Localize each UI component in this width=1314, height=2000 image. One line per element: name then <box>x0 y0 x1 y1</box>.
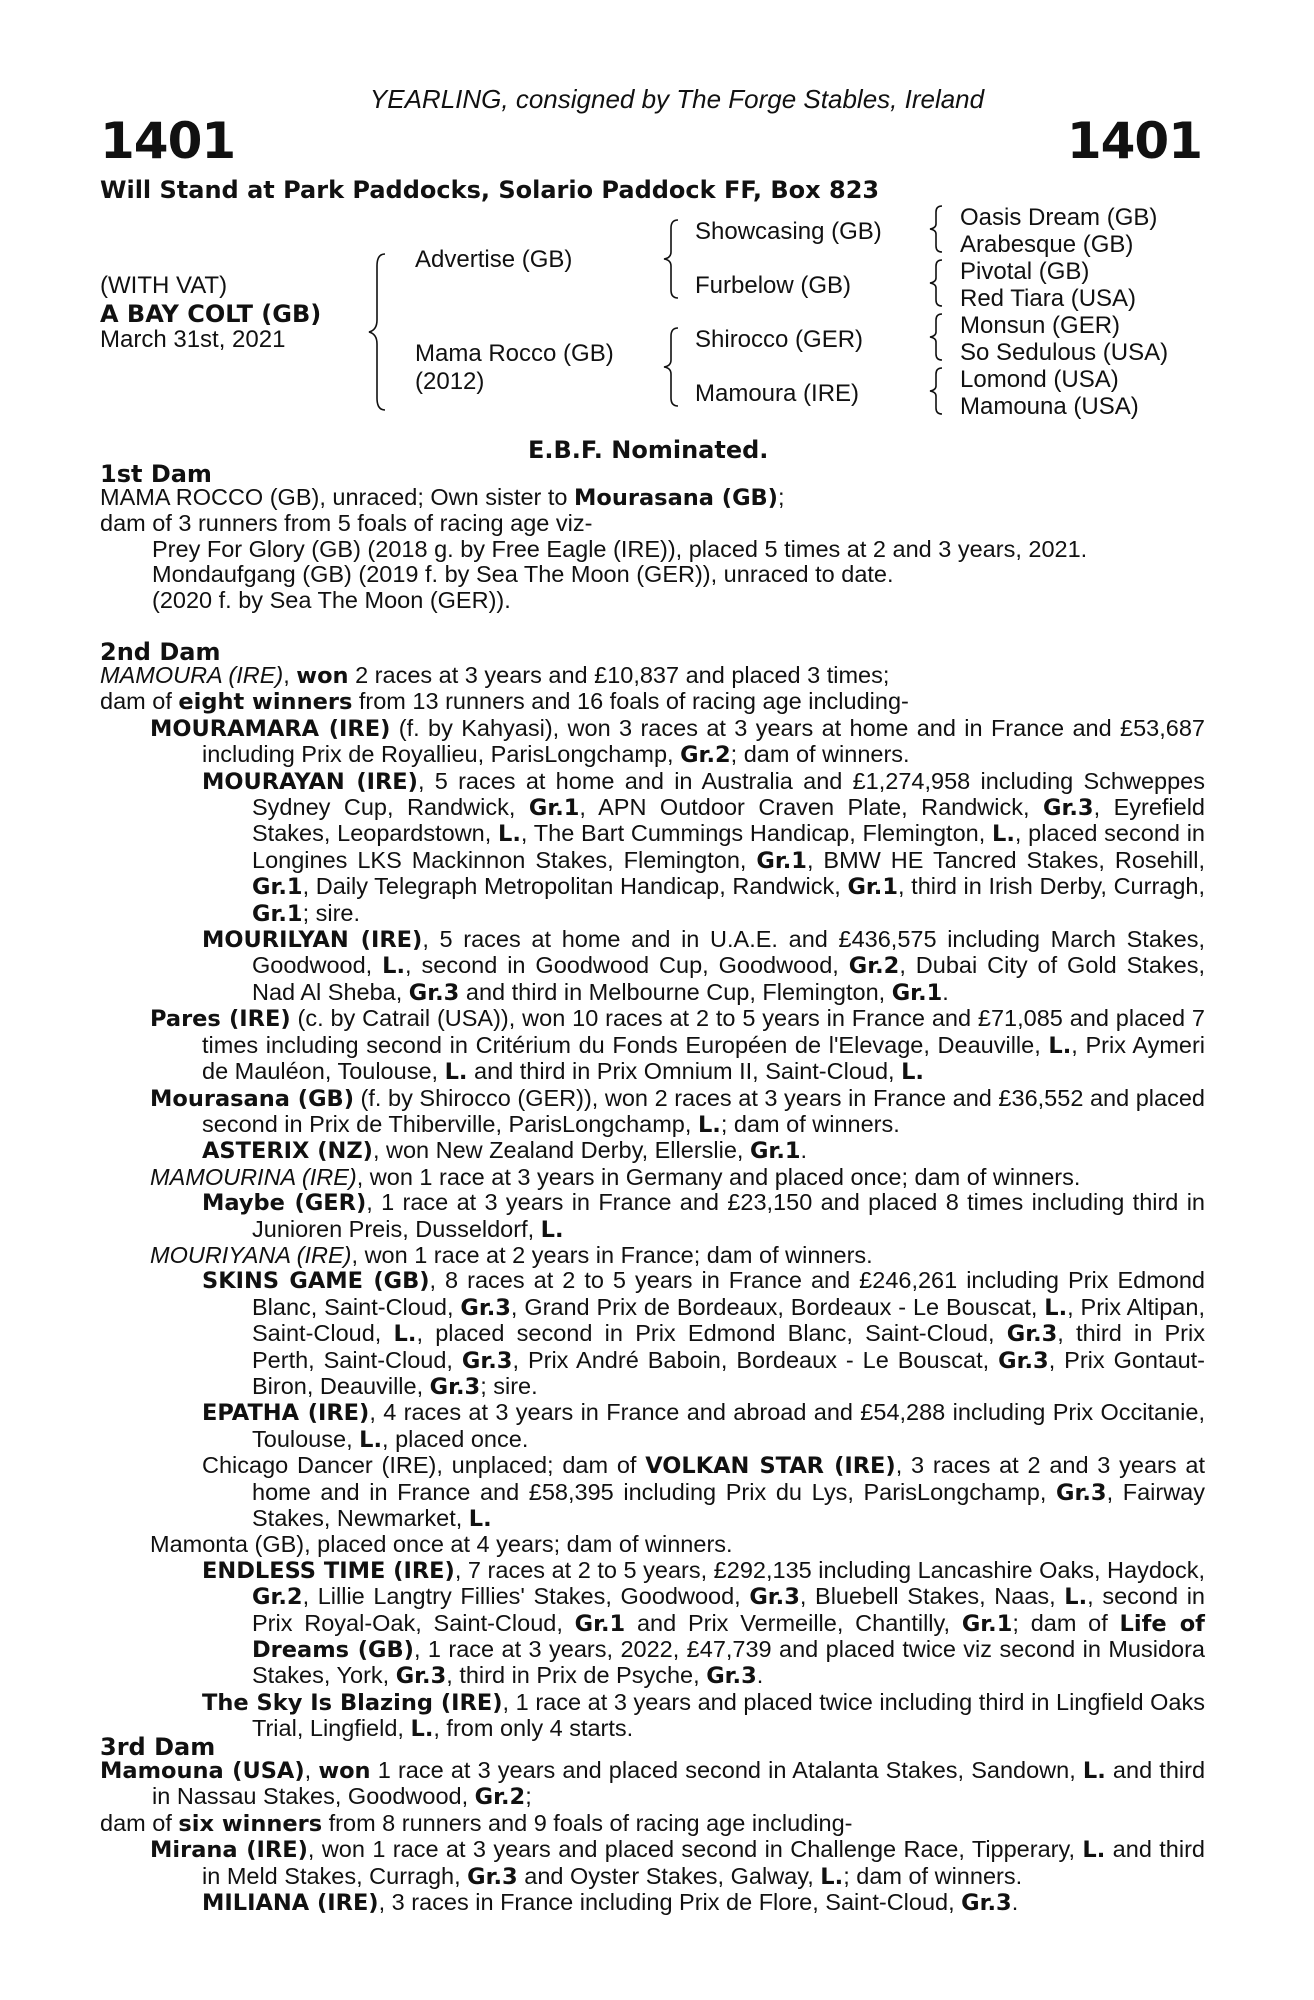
dam-dam: Mamoura (IRE) <box>695 380 860 407</box>
entry-mamourina: MAMOURINA (IRE), won 1 race at 3 years in Germany and placed once; dam of winners. <box>150 1163 1081 1190</box>
brace-g3-g4 <box>925 258 951 308</box>
brace-g7-g8 <box>925 366 951 416</box>
sire-dam: Furbelow (GB) <box>695 272 852 299</box>
third-dam-intro-1: Mamouna (USA), won 1 race at 3 years and placed second in Atalanta Stakes, Sandown, L. and third in Nassau Stakes, Goodwood, Gr.2; <box>100 1757 1206 1811</box>
ancestor-7: Lomond (USA) <box>960 366 1119 393</box>
horse-dob: March 31st, 2021 <box>100 326 286 353</box>
brace-g1-g2 <box>925 204 951 254</box>
ancestor-8: Mamouna (USA) <box>960 393 1139 420</box>
ancestor-1: Oasis Dream (GB) <box>960 204 1158 231</box>
ebf-nomination: E.B.F. Nominated. <box>528 436 769 464</box>
consignor-line: YEARLING, consigned by The Forge Stables, Ireland <box>369 84 985 114</box>
stand-location: Will Stand at Park Paddocks, Solario Paddock FF, Box 823 <box>100 176 880 204</box>
offspring-2: Mondaufgang (GB) (2019 f. by Sea The Moon (GER)), unraced to date. <box>152 561 894 588</box>
entry-maybe: Maybe (GER), 1 race at 3 years in France and £23,150 and placed 8 times including third in Junioren Preis, Dusseldorf, L. <box>202 1189 1205 1243</box>
ancestor-6: So Sedulous (USA) <box>960 339 1169 366</box>
vat-note: (WITH VAT) <box>100 272 228 299</box>
ancestor-3: Pivotal (GB) <box>960 258 1090 285</box>
offspring-1: Prey For Glory (GB) (2018 g. by Free Eagle (IRE)), placed 5 times at 2 and 3 years, 2021. <box>152 535 1088 562</box>
second-dam-intro-1: MAMOURA (IRE), won 2 races at 3 years and £10,837 and placed 3 times; <box>100 662 890 689</box>
first-dam-line2: dam of 3 runners from 5 foals of racing age viz- <box>100 510 593 537</box>
ancestor-4: Red Tiara (USA) <box>960 285 1137 312</box>
lot-number-left: 1401 <box>100 112 236 170</box>
third-dam-section <box>100 1758 1205 1916</box>
entry-mouramara: MOURAMARA (IRE) (f. by Kahyasi), won 3 races at 3 years at home and in France and £53,687 including Prix de Royallieu, ParisLongchamp, Gr.2; dam of winners. <box>150 714 1205 769</box>
first-dam-section <box>100 485 1205 613</box>
ancestor-2: Arabesque (GB) <box>960 231 1134 258</box>
brace-g5-g6 <box>925 312 951 362</box>
first-dam-heading: 1st Dam <box>100 460 212 488</box>
entry-mourayan: MOURAYAN (IRE), 5 races at home and in Australia and £1,274,958 including Schweppes Sydney Cup, Randwick, Gr.1, APN Outdoor Craven Plate, Randwick, Gr.3, Eyrefield Stakes, Leopardstown, L., The Bart Cummings Handicap, Flemington, L., placed second in Longines LKS Mackinnon Stakes, Flemington, Gr.1, BMW HE Tancred Stakes, Rosehill, Gr.1, Daily Telegraph Metropolitan Handicap, Randwick, Gr.1, third in Irish Derby, Curragh, Gr.1; sire. <box>202 767 1206 927</box>
entry-mirana: Mirana (IRE), won 1 race at 3 years and placed second in Challenge Race, Tipperary, L. and third in Meld Stakes, Curragh, Gr.3 and Oyster Stakes, Galway, L.; dam of winners. <box>150 1836 1205 1890</box>
entry-mamonta: Mamonta (GB), placed once at 4 years; dam of winners. <box>150 1531 733 1558</box>
entry-chicago-dancer: Chicago Dancer (IRE), unplaced; dam of VOLKAN STAR (IRE), 3 races at 2 and 3 years at home and in France and £58,395 including Prix du Lys, ParisLongchamp, Gr.3, Fairway Stakes, Newmarket, L. <box>202 1452 1205 1532</box>
entry-miliana: MILIANA (IRE), 3 races in France including Prix de Flore, Saint-Cloud, Gr.3. <box>202 1889 1019 1917</box>
entry-pares: Pares (IRE) (c. by Catrail (USA)), won 10 races at 2 to 5 years in France and £71,085 and placed 7 times including second in Critérium du Fonds Européen de l'Elevage, Deauville, L., Prix Aymeri de Mauléon, Toulouse, L. and third in Prix Omnium II, Saint-Cloud, L. <box>150 1005 1206 1086</box>
entry-epatha: EPATHA (IRE), 4 races at 3 years in France and abroad and £54,288 including Prix Occitanie, Toulouse, L., placed once. <box>202 1399 1205 1453</box>
second-dam-section <box>100 663 1205 1743</box>
dam-name: Mama Rocco (GB) <box>415 340 614 367</box>
second-dam-heading: 2nd Dam <box>100 638 221 666</box>
lot-number-right: 1401 <box>1066 112 1202 170</box>
offspring-3: (2020 f. by Sea The Moon (GER)). <box>152 586 511 613</box>
entry-asterix: ASTERIX (NZ), won New Zealand Derby, Ellerslie, Gr.1. <box>202 1137 808 1165</box>
first-dam-line1: MAMA ROCCO (GB), unraced; Own sister to Mourasana (GB); <box>100 484 785 511</box>
entry-mourasana: Mourasana (GB) (f. by Shirocco (GER)), won 2 races at 3 years in France and £36,552 and placed second in Prix de Thiberville, ParisLongchamp, L.; dam of winners. <box>150 1084 1205 1138</box>
entry-skins-game: SKINS GAME (GB), 8 races at 2 to 5 years in France and £246,261 including Prix Edmond Blanc, Saint-Cloud, Gr.3, Grand Prix de Bordeaux, Bordeaux - Le Bouscat, L., Prix Altipan, Saint-Cloud, L., placed second in Prix Edmond Blanc, Saint-Cloud, Gr.3, third in Prix Perth, Saint-Cloud, Gr.3, Prix André Baboin, Bordeaux - Le Bouscat, Gr.3, Prix Gontaut-Biron, Deauville, Gr.3; sire. <box>202 1267 1206 1400</box>
brace-sire-parents <box>660 218 688 300</box>
third-dam-heading: 3rd Dam <box>100 1733 216 1761</box>
brace-dam-parents <box>660 326 688 408</box>
entry-mourilyan: MOURILYAN (IRE), 5 races at home and in U.A.E. and £436,575 including March Stakes, Goodwood, L., second in Goodwood Cup, Goodwood, Gr.2, Dubai City of Gold Stakes, Nad Al Sheba, Gr.3 and third in Melbourne Cup, Flemington, Gr.1. <box>202 926 1205 1006</box>
sire-name: Advertise (GB) <box>415 246 573 273</box>
entry-sky-is-blazing: The Sky Is Blazing (IRE), 1 race at 3 years and placed twice including third in Lingfield Oaks Trial, Lingfield, L., from only 4 starts. <box>202 1688 1206 1743</box>
entry-endless-time: ENDLESS TIME (IRE), 7 races at 2 to 5 years, £292,135 including Lancashire Oaks, Haydock, Gr.2, Lillie Langtry Fillies' Stakes, Goodwood, Gr.3, Bluebell Stakes, Naas, L., second in Prix Royal-Oak, Saint-Cloud, Gr.1 and Prix Vermeille, Chantilly, Gr.1; dam of Life of Dreams (GB), 1 race at 3 years, 2022, £47,739 and placed twice viz second in Musidora Stakes, York, Gr.3, third in Prix de Psyche, Gr.3. <box>202 1556 1206 1690</box>
second-dam-intro-2: dam of eight winners from 13 runners and 16 foals of racing age including- <box>100 688 909 716</box>
brace-sire-dam <box>365 252 395 412</box>
entry-mouriyana: MOURIYANA (IRE), won 1 race at 2 years in France; dam of winners. <box>150 1241 873 1268</box>
horse-name: A BAY COLT (GB) <box>100 300 322 328</box>
dam-sire: Shirocco (GER) <box>695 326 864 353</box>
ancestor-5: Monsun (GER) <box>960 312 1121 339</box>
sire-sire: Showcasing (GB) <box>695 218 882 245</box>
third-dam-intro-2: dam of six winners from 8 runners and 9 foals of racing age including- <box>100 1809 853 1837</box>
dam-year: (2012) <box>415 368 485 395</box>
